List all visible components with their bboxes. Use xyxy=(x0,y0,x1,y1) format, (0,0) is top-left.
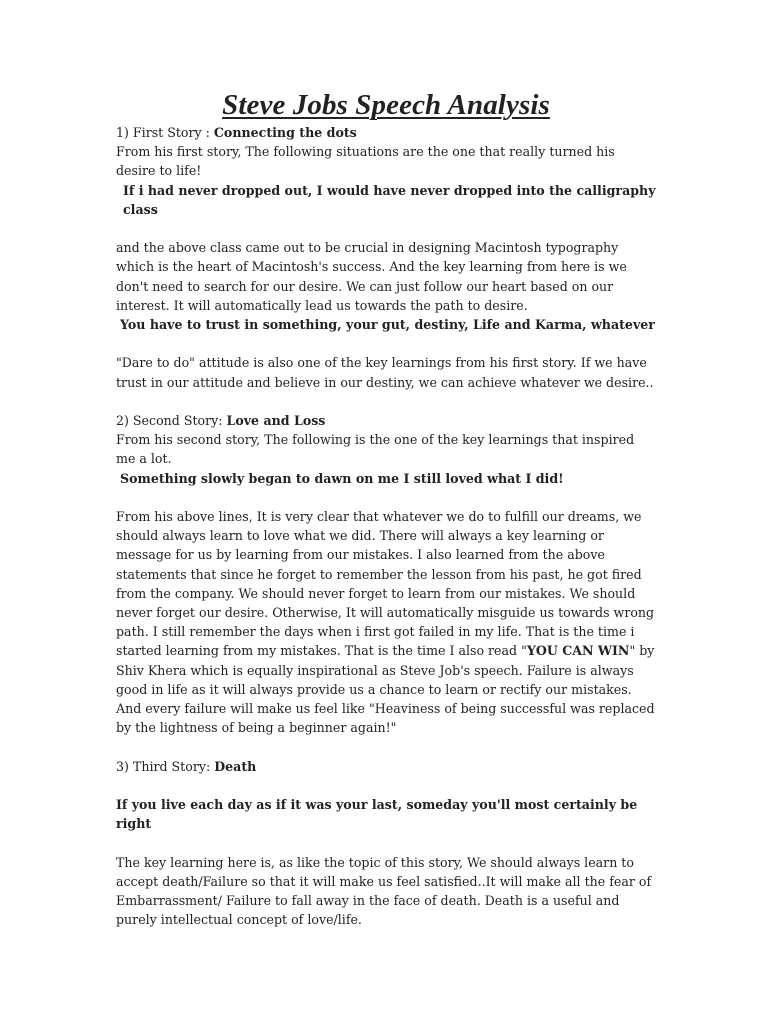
book-title: YOU CAN WIN xyxy=(526,643,630,659)
story1-paragraph-2: "Dare to do" attitude is also one of the key learnings from his first story. If we have trust in our attitude and believe in our destiny, we can achieve whatever we desire.. xyxy=(116,355,654,390)
story3-heading xyxy=(116,757,656,776)
story1-quote-2: You have to trust in something, your gut, destiny, Life and Karma, whatever xyxy=(120,317,655,333)
spacer xyxy=(116,488,656,507)
story2-heading-prefix: 2) Second Story: xyxy=(116,413,227,428)
spacer xyxy=(116,776,656,795)
story3-heading-prefix: 3) Third Story: xyxy=(116,758,215,774)
story2-intro: From his second story, The following is the one of the key learnings that inspired me a lot. xyxy=(116,432,635,467)
story2-paragraph-part-a: From his above lines, It is very clear that whatever we do to fulfill our dreams, we should always learn to love what we did. There will always a key learning or message for us by learning from our mistakes. I also learned from the above statements that since he forget to remember the lesson from his past, he got fired from the company. We should never forget to learn from our mistakes. We should never forget our desire. Otherwise, It will automatically misguide us towards wrong path. I still remember the days when i first got failed in my life. That is the time i started learning from my mistakes. That is the time I also read " xyxy=(116,509,655,659)
story1-paragraph: and the above class came out to be crucial in designing Macintosh typography which is the heart of Macintosh's success. And the key learning from here is we don't need to search for our desire. We can just follow our heart based on our interest. It will automatically lead us towards the path to desire. xyxy=(116,240,627,313)
story1-heading-prefix: 1) First Story : xyxy=(116,125,214,140)
story2-quote: Something slowly began to dawn on me I still loved what I did! xyxy=(120,470,564,486)
story2-heading-title: Love and Loss xyxy=(226,413,326,428)
document-title: Steve Jobs Speech Analysis xyxy=(222,89,550,121)
story1-intro: From his first story, The following situations are the one that really turned his desire to life! xyxy=(116,144,615,179)
story3-heading-title: Death xyxy=(214,758,257,774)
story2-paragraph xyxy=(116,507,656,737)
spacer xyxy=(116,737,656,756)
spacer xyxy=(116,334,656,353)
story1-heading-title: Connecting the dots xyxy=(213,125,357,140)
story2-heading xyxy=(116,411,656,430)
story2-paragraph-part-b: " by Shiv Khera which is equally inspirational as Steve Job's speech. Failure is always good in life as it will always provide us a chance to learn or rectify our mistakes. And every failure will make us feel like "Heaviness of being successful was replaced by the lightness of being a beginner again!" xyxy=(116,643,655,736)
document-page xyxy=(116,88,656,929)
spacer xyxy=(116,219,656,238)
story3-quote: If you live each day as if it was your last, someday you'll most certainly be right xyxy=(116,797,638,832)
story1-heading xyxy=(116,123,656,142)
spacer xyxy=(116,392,656,411)
story1-quote: If i had never dropped out, I would have never dropped into the calligraphy class xyxy=(123,182,656,217)
story3-paragraph: The key learning here is, as like the topic of this story, We should always learn to accept death/Failure so that it will make us feel satisfied..It will make all the fear of Embarrassment/ Failure to fall away in the face of death. Death is a useful and purely intellectual concept of love/life. xyxy=(116,854,652,928)
spacer xyxy=(116,833,656,852)
